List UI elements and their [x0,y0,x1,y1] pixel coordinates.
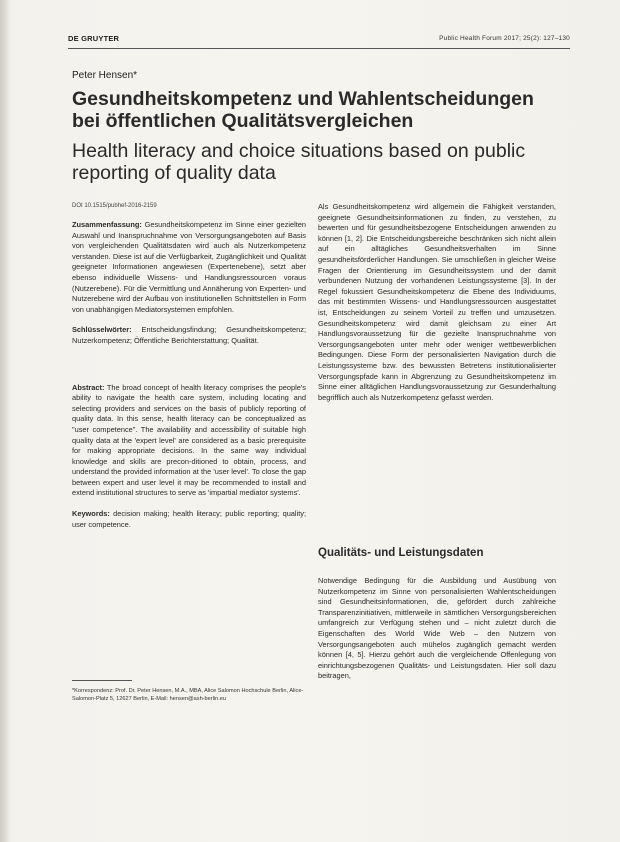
journal-citation: Public Health Forum 2017; 25(2): 127–130 [439,35,570,42]
section-heading: Qualitäts- und Leistungsdaten [318,547,484,559]
keywords-german-text: Entscheidungsfindung; Gesundheitskompetenz; Nutzerkompetenz; Öffentliche Berichterstattung; Qualität. [72,325,306,345]
right-column-section [318,576,556,692]
intro-paragraph: Als Gesundheitskompetenz wird allgemein die Fähigkeit verstanden, geeignete Gesundheitsinformationen zu finden, zu verstehen, zu bewerten und für gesundheitsbezogene Entscheidungen anwenden zu können [1, 2]. Die Entscheidungsbereiche beschränken sich nicht allein auf ein alltägliches Gesundheitsverhalten im Sinne gesundheitsförderlicher Handlungen. Sie umschließen in gleicher Weise Fragen der Orientierung im Gesundheitssystem und der damit verbundenen Nutzung der vorhandenen Leistungssysteme [3]. In der Regel fokussiert Gesundheitskompetenz die Ebene des Individuums, das mit bestimmten Wissens- und Handlungsressourcen ausgestattet ist, Entscheidungen zu seinem Vorteil zu treffen und umzusetzen. Gesundheitskompetenz wird damit gleichsam zu einer Art Handlungsvoraussetzung für die gezielte Inanspruchnahme von Versorgungsangeboten unter mehr oder weniger wettbewerblichen Bedingungen. Diese Form der personalisierten Navigation durch die Leistungssysteme bzw. des bewussten Betretens institutionalisierter Versorgungspfade kann in Abgrenzung zu Gesundheitskompetenz im Sinne einer alltäglichen Handlungsvoraussetzung zur Gesunderhaltung begrifflich auch als Nutzerkompetenz gefasst werden. [318,202,556,402]
right-column-intro [318,202,556,413]
title-english: Health literacy and choice situations based on public reporting of quality data [72,140,526,184]
abstract-german-label: Zusammenfassung: [72,220,142,229]
keywords-english-label: Keywords: [72,509,110,519]
keywords-english [72,509,306,530]
keywords-german [72,325,306,346]
correspondence-footnote: *Korrespondenz: Prof. Dr. Peter Hensen, M.A., MBA, Alice Salomon Hochschule Berlin, Alice-Salomon-Platz 5, 12627 Berlin, E-Mail: hensen@ash-berlin.eu [72,688,304,702]
running-header [68,34,570,46]
left-column [72,220,306,540]
abstract-english-text: The broad concept of health literacy comprises the people's ability to navigate the health care system, including locating and selecting providers and services on the basis of publicly reporting of quality data. In this sense, health literacy can be conceptualized as "user competence". The availability and accessibility of suitable high quality data at the 'expert level' are considered as a basic prerequisite for making appropriate decisions. In the same way individual knowledge and skills are precon-ditioned to obtain, process, and understand the provided information at the 'user level'. To close the gap between expert and user level it may be recommended to install and extend institutional structures to serve as 'impartial mediator systems'. [72,382,306,498]
keywords-german-label: Schlüsselwörter: [72,325,132,335]
header-rule [68,48,570,49]
scan-shadow [0,0,10,842]
doi: DOI 10.1515/pubhef-2016-2159 [72,203,157,209]
abstract-english [72,383,306,500]
footnote-rule [72,680,132,681]
title-german: Gesundheitskompetenz und Wahlentscheidungen bei öffentlichen Qualitätsvergleichen [72,88,534,132]
section-paragraph: Notwendige Bedingung für die Ausbildung und Ausübung von Nutzerkompetenz im Sinne von personalisierten Wahlentscheidungen sind Gesundheitsinformationen, die, gefördert durch zahlreiche Transparenzinitiativen, mittlerweile in sämtlichen Versorgungsbereichen umfangreich zur Verfügung stehen und – nicht zuletzt durch die Eigenschaften des World Wide Web – den Nutzern von Versorgungsangeboten auch mühelos zugänglich gemacht werden können [4, 5]. Hierzu gehört auch die vergleichende Offenlegung von einrichtungsbezogenen Qualitäts- und Leistungsdaten. Hier soll dazu beitragen, [318,576,556,681]
abstract-english-label: Abstract: [72,382,105,392]
keywords-english-text: decision making; health literacy; public reporting; quality; user competence. [72,509,306,529]
publisher-name: DE GRUYTER [68,34,120,43]
abstract-german [72,220,306,315]
author-name: Peter Hensen* [72,70,138,81]
abstract-german-text: Gesundheitskompetenz im Sinne einer gezielten Auswahl und Inanspruchnahme von Versorgungsangeboten auf Basis von vergleichenden Qualitätsdaten wird auch als Nutzerkompetenz verstanden. Diese ist auf die Verfügbarkeit, Zugänglichkeit und Qualität geeigneter Informationen angewiesen (Expertenebene), setzt aber ebenso individuelle Wissens- und Handlungsressourcen voraus (Nutzerebene). Für die Vermittlung und Annäherung von Experten- und Nutzerebene wird der Aufbau von institutionellen Schnittstellen in Form von unabhängigen Mediatorsystemen empfohlen. [72,220,306,314]
